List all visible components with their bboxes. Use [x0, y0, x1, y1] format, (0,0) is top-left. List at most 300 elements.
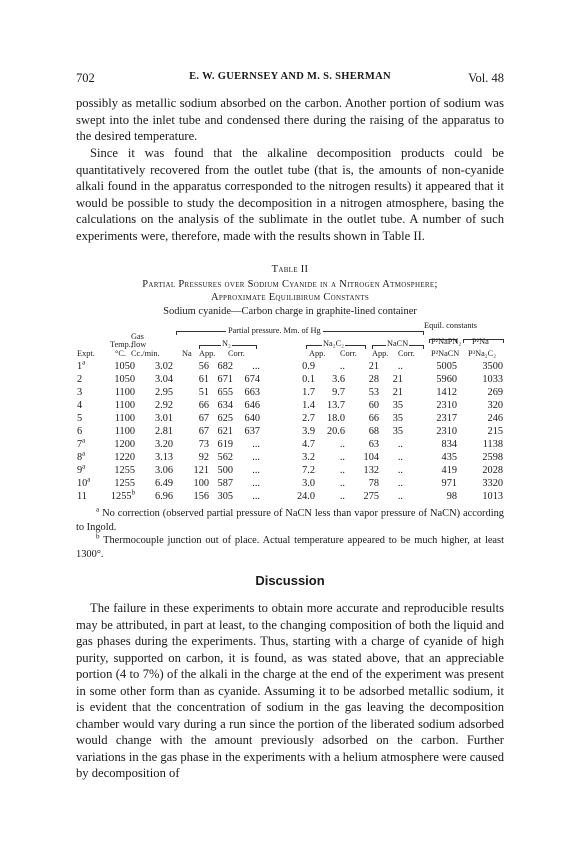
table-cell-cna: [346, 360, 380, 373]
header-k2-bottom: P³Na₂C₂: [468, 349, 497, 358]
table-cell-cnc: [380, 438, 404, 451]
table-cell-temp: [98, 425, 136, 438]
table-cell-na: [174, 477, 210, 490]
cell-value: 1255: [114, 465, 135, 476]
cell-value: 4: [77, 400, 83, 411]
table-cell-c2a: [261, 360, 316, 373]
cell-value: 305: [217, 491, 233, 502]
table-cell-k1: [404, 425, 458, 438]
table-cell-temp: [98, 438, 136, 451]
cell-value: ..: [339, 465, 345, 476]
cell-value: ...: [252, 452, 260, 463]
cell-value: ...: [252, 478, 260, 489]
cell-value: 625: [217, 413, 233, 424]
table-cell-cnc: [380, 412, 404, 425]
table-cell-expt: [76, 412, 98, 425]
cell-value: 2.7: [302, 413, 315, 424]
table-cell-temp: [98, 373, 136, 386]
cell-value: 1.7: [302, 387, 315, 398]
cell-value: 53: [368, 387, 379, 398]
table-cell-flow: [136, 373, 174, 386]
table-caption-2: Approximate Equilibirum Constants: [210, 292, 370, 303]
table-cell-expt: [76, 360, 98, 373]
cell-value: 619: [217, 439, 233, 450]
table-cell-k1: [404, 399, 458, 412]
cell-value: 3.06: [154, 465, 173, 476]
footnote-marker: a: [87, 475, 91, 484]
cell-value: 6.49: [154, 478, 173, 489]
table-cell-k1: [404, 477, 458, 490]
table-cell-c2c: [316, 373, 346, 386]
header-expt: Expt.: [77, 349, 95, 358]
cell-value: 1: [77, 361, 83, 372]
table-cell-temp: [98, 451, 136, 464]
cell-value: 3500: [482, 361, 503, 372]
table-cell-c2a: [261, 425, 316, 438]
cell-value: 2.95: [154, 387, 173, 398]
table-cell-n2a: [210, 399, 234, 412]
cell-value: 68: [368, 426, 379, 437]
cell-value: 3.01: [154, 413, 173, 424]
table-cell-n2a: [210, 425, 234, 438]
table-cell-na: [174, 451, 210, 464]
header-n2-app: App.: [199, 349, 216, 358]
table-cell-flow: [136, 360, 174, 373]
table-cell-cnc: [380, 360, 404, 373]
table-cell-n2a: [210, 386, 234, 399]
table-cell-cna: [346, 425, 380, 438]
cell-value: ..: [397, 465, 403, 476]
table-cell-c2a: [261, 451, 316, 464]
table-cell-c2a: [261, 490, 316, 503]
table-row: [76, 386, 504, 399]
cell-value: ..: [397, 452, 403, 463]
table-cell-cna: [346, 412, 380, 425]
table-cell-k1: [404, 464, 458, 477]
cell-value: 834: [441, 439, 457, 450]
cell-value: 0.1: [302, 374, 315, 385]
table-cell-flow: [136, 438, 174, 451]
footnote-marker: a: [82, 462, 86, 471]
table-cell-k2: [458, 425, 504, 438]
paragraph-3: [76, 600, 504, 782]
cell-value: 9: [77, 465, 83, 476]
cell-value: 637: [244, 426, 260, 437]
table-cell-c2c: [316, 399, 346, 412]
table-row: [76, 425, 504, 438]
table-cell-k1: [404, 451, 458, 464]
cell-value: 9.7: [332, 387, 345, 398]
table-cell-c2a: [261, 464, 316, 477]
table-cell-k1: [404, 373, 458, 386]
cell-value: 1220: [114, 452, 135, 463]
table-cell-expt: [76, 477, 98, 490]
page-number: 702: [76, 71, 95, 85]
table-cell-n2c: [234, 373, 261, 386]
cell-value: ..: [339, 491, 345, 502]
table-cell-k2: [458, 386, 504, 399]
cell-value: 21: [392, 387, 403, 398]
table-body: [76, 360, 504, 503]
cell-value: 1050: [114, 374, 135, 385]
table-cell-k1: [404, 386, 458, 399]
table-cell-k2: [458, 360, 504, 373]
header-gas: Gas: [131, 332, 144, 341]
cell-value: 6: [77, 426, 83, 437]
cell-value: 4.7: [302, 439, 315, 450]
cell-value: 3.0: [302, 478, 315, 489]
cell-value: 269: [487, 387, 503, 398]
table-cell-na: [174, 425, 210, 438]
table-cell-k2: [458, 464, 504, 477]
table-cell-c2a: [261, 373, 316, 386]
cell-value: 215: [487, 426, 503, 437]
cell-value: 3320: [482, 478, 503, 489]
cell-value: 104: [363, 452, 379, 463]
cell-value: 435: [441, 452, 457, 463]
table-cell-flow: [136, 425, 174, 438]
table-cell-c2a: [261, 412, 316, 425]
cell-value: 35: [392, 400, 403, 411]
table-cell-cna: [346, 386, 380, 399]
table-row: [76, 490, 504, 503]
cell-value: 1100: [114, 413, 135, 424]
table-cell-cnc: [380, 451, 404, 464]
table-cell-n2c: [234, 412, 261, 425]
cell-value: 7.2: [302, 465, 315, 476]
header-deg-c: °C.: [115, 349, 126, 358]
header-na: Na: [182, 349, 192, 358]
table-cell-k2: [458, 412, 504, 425]
volume-label: Vol. 48: [468, 71, 504, 85]
table-cell-n2c: [234, 399, 261, 412]
cell-value: 621: [217, 426, 233, 437]
cell-value: 671: [217, 374, 233, 385]
table-cell-k2: [458, 490, 504, 503]
table-cell-cna: [346, 451, 380, 464]
table-row: [76, 360, 504, 373]
table-cell-n2c: [234, 451, 261, 464]
cell-value: 5960: [436, 374, 457, 385]
table-cell-na: [174, 412, 210, 425]
footnote-marker: a: [82, 436, 86, 445]
footnote-b-marker: b: [96, 532, 100, 541]
cell-value: 275: [363, 491, 379, 502]
cell-value: 6.96: [154, 491, 173, 502]
table-cell-cnc: [380, 399, 404, 412]
table-cell-k2: [458, 477, 504, 490]
header-equil-constants: Equil. constants: [424, 321, 478, 330]
cell-value: ..: [339, 452, 345, 463]
cell-value: 13.7: [326, 400, 345, 411]
table-cell-k1: [404, 438, 458, 451]
table-cell-flow: [136, 386, 174, 399]
running-authors: E. W. GUERNSEY AND M. S. SHERMAN: [189, 71, 391, 82]
table-cell-c2c: [316, 451, 346, 464]
cell-value: 2.81: [154, 426, 173, 437]
table-cell-c2c: [316, 386, 346, 399]
header-na2c2-app: App.: [309, 349, 326, 358]
table-cell-temp: [98, 386, 136, 399]
cell-value: 2: [77, 374, 83, 385]
cell-value: ..: [339, 439, 345, 450]
cell-value: 63: [368, 439, 379, 450]
section-title: Discussion: [255, 573, 325, 588]
cell-value: 78: [368, 478, 379, 489]
table-cell-flow: [136, 464, 174, 477]
table-cell-n2c: [234, 438, 261, 451]
cell-value: 2310: [436, 426, 457, 437]
table-cell-k2: [458, 373, 504, 386]
table-cell-c2c: [316, 477, 346, 490]
cell-value: 1100: [114, 400, 135, 411]
header-k1-bottom: P²NaCN: [431, 349, 460, 358]
table-cell-c2c: [316, 438, 346, 451]
cell-value: 1200: [114, 439, 135, 450]
table-cell-k2: [458, 451, 504, 464]
cell-value: 1.4: [302, 400, 315, 411]
header-partial-pressure: Partial pressure. Mm. of Hg: [228, 326, 321, 335]
table-cell-n2a: [210, 477, 234, 490]
table-cell-k2: [458, 438, 504, 451]
paragraph-3-text: The failure in these experiments to obtain more accurate and reproducible results may be attributed, in part at least, to the changing composition of both the liquid and gas phases during the experiments. Thus, starting with a charge of cyanide of high purity, supported on carbon, it is found, as was stated above, that an appreciable portion (4 to 7%) of the alkali in the charge at the end of the experiment was present in some other form than as cyanide. Assuming it to be adsorbed metallic sodium, it is evident that the concentration of sodium in the gas leaving the decomposition chamber would vary during a run since the portion of the liberated sodium adsorbed would change with the amount previously adsorbed on the carbon. Further variations in the gas phase in the experiments with a helium atmosphere were caused by decomposition of: [76, 601, 504, 780]
cell-value: ..: [339, 361, 345, 372]
cell-value: 18.0: [326, 413, 345, 424]
table-cell-na: [174, 490, 210, 503]
header-nacn-corr: Corr.: [398, 349, 415, 358]
footnote-marker: a: [82, 449, 86, 458]
cell-value: 682: [217, 361, 233, 372]
table-cell-temp: [98, 464, 136, 477]
table-cell-cna: [346, 477, 380, 490]
cell-value: 2310: [436, 400, 457, 411]
table-cell-temp: [98, 399, 136, 412]
table-row: [76, 464, 504, 477]
table-cell-n2a: [210, 360, 234, 373]
table-cell-cnc: [380, 386, 404, 399]
table-row: [76, 438, 504, 451]
cell-value: 67: [198, 413, 209, 424]
table-cell-c2c: [316, 360, 346, 373]
table-cell-na: [174, 386, 210, 399]
table-cell-n2c: [234, 425, 261, 438]
table-label: Table II: [271, 264, 309, 275]
table-cell-flow: [136, 477, 174, 490]
cell-value: 419: [441, 465, 457, 476]
table-cell-temp: [98, 412, 136, 425]
table-cell-flow: [136, 399, 174, 412]
table-cell-n2a: [210, 438, 234, 451]
cell-value: 2.92: [154, 400, 173, 411]
table-cell-c2a: [261, 399, 316, 412]
cell-value: 663: [244, 387, 260, 398]
header-nacn: NaCN: [387, 339, 409, 348]
cell-value: 3.6: [332, 374, 345, 385]
cell-value: 1412: [436, 387, 457, 398]
table-cell-na: [174, 464, 210, 477]
cell-value: 66: [198, 400, 209, 411]
table-cell-temp: [98, 477, 136, 490]
footnote-a: [76, 507, 504, 534]
cell-value: 634: [217, 400, 233, 411]
cell-value: 21: [368, 361, 379, 372]
cell-value: 3.04: [154, 374, 173, 385]
cell-value: ...: [252, 465, 260, 476]
cell-value: 5005: [436, 361, 457, 372]
table-cell-c2c: [316, 412, 346, 425]
table-cell-expt: [76, 490, 98, 503]
cell-value: 21: [392, 374, 403, 385]
table-cell-cnc: [380, 425, 404, 438]
data-table: [76, 360, 504, 503]
cell-value: 3.9: [302, 426, 315, 437]
table-cell-cnc: [380, 477, 404, 490]
cell-value: 1255: [110, 491, 132, 502]
table-caption-1: Partial Pressures over Sodium Cyanide in a Nitrogen Atmosphere;: [142, 279, 438, 290]
table-cell-n2a: [210, 451, 234, 464]
cell-value: 24.0: [296, 491, 315, 502]
table-cell-c2c: [316, 464, 346, 477]
cell-value: 73: [198, 439, 209, 450]
header-temp: Temp.,: [110, 340, 133, 349]
cell-value: 1255: [114, 478, 135, 489]
footnote-b: [76, 534, 504, 561]
cell-value: 562: [217, 452, 233, 463]
table-row: [76, 399, 504, 412]
table-cell-cna: [346, 464, 380, 477]
cell-value: 646: [244, 400, 260, 411]
paragraph-1: possibly as metallic sodium absorbed on the carbon. Another portion of sodium was swept into the inlet tube and condensed there during the raising of the apparatus to the desired temperature.: [76, 96, 504, 143]
cell-value: 320: [487, 400, 503, 411]
table-cell-na: [174, 373, 210, 386]
table-cell-c2a: [261, 477, 316, 490]
cell-value: 674: [244, 374, 260, 385]
table-cell-n2a: [210, 373, 234, 386]
table-cell-na: [174, 399, 210, 412]
table-cell-n2a: [210, 464, 234, 477]
cell-value: 67: [198, 426, 209, 437]
table-cell-n2a: [210, 412, 234, 425]
table-cell-expt: [76, 425, 98, 438]
cell-value: 20.6: [326, 426, 345, 437]
cell-value: 5: [77, 413, 83, 424]
footnote-marker: a: [82, 358, 86, 367]
cell-value: 500: [217, 465, 233, 476]
cell-value: 56: [198, 361, 209, 372]
table-cell-cna: [346, 399, 380, 412]
cell-value: ..: [339, 478, 345, 489]
cell-value: 1100: [114, 426, 135, 437]
cell-value: 132: [363, 465, 379, 476]
cell-value: 640: [244, 413, 260, 424]
table-row: [76, 412, 504, 425]
cell-value: 246: [487, 413, 503, 424]
table-cell-na: [174, 438, 210, 451]
table-cell-cnc: [380, 373, 404, 386]
cell-value: ..: [397, 491, 403, 502]
table-cell-expt: [76, 451, 98, 464]
table-cell-cnc: [380, 464, 404, 477]
cell-value: 2317: [436, 413, 457, 424]
footnote-marker: b: [131, 488, 135, 497]
cell-value: 100: [193, 478, 209, 489]
footnote-b-text: Thermocouple junction out of place. Actual temperature appeared to be much higher, at least 1300°.: [76, 535, 504, 560]
table-cell-na: [174, 360, 210, 373]
table-cell-expt: [76, 386, 98, 399]
table-cell-k1: [404, 412, 458, 425]
table-cell-c2a: [261, 386, 316, 399]
table-cell-flow: [136, 490, 174, 503]
table-subcaption: Sodium cyanide—Carbon charge in graphite-lined container: [163, 306, 417, 317]
table-cell-temp: [98, 490, 136, 503]
table-cell-cna: [346, 438, 380, 451]
table-cell-c2c: [316, 490, 346, 503]
cell-value: 7: [77, 439, 83, 450]
header-k1-top: P²NaPN₂: [431, 337, 462, 346]
header-nacn-app: App.: [372, 349, 389, 358]
cell-value: 51: [198, 387, 209, 398]
table-cell-k1: [404, 360, 458, 373]
table-cell-n2c: [234, 477, 261, 490]
table-cell-temp: [98, 360, 136, 373]
footnote-a-marker: a: [96, 505, 100, 514]
cell-value: 35: [392, 426, 403, 437]
table-cell-cna: [346, 490, 380, 503]
table-cell-cnc: [380, 490, 404, 503]
cell-value: 10: [77, 478, 88, 489]
table-cell-n2c: [234, 386, 261, 399]
table-row: [76, 477, 504, 490]
table-cell-c2c: [316, 425, 346, 438]
table-cell-k2: [458, 399, 504, 412]
cell-value: 3: [77, 387, 83, 398]
cell-value: 0.9: [302, 361, 315, 372]
cell-value: 156: [193, 491, 209, 502]
table-row: [76, 451, 504, 464]
cell-value: 11: [77, 491, 87, 502]
cell-value: 8: [77, 452, 83, 463]
header-n2-corr: Corr.: [228, 349, 245, 358]
cell-value: 1100: [114, 387, 135, 398]
table-row: [76, 373, 504, 386]
paragraph-2: [76, 145, 504, 244]
cell-value: 60: [368, 400, 379, 411]
cell-value: 61: [198, 374, 209, 385]
table-cell-flow: [136, 412, 174, 425]
cell-value: 2598: [482, 452, 503, 463]
cell-value: ..: [397, 439, 403, 450]
cell-value: 2028: [482, 465, 503, 476]
cell-value: 3.02: [154, 361, 173, 372]
cell-value: ..: [397, 361, 403, 372]
table-cell-expt: [76, 438, 98, 451]
cell-value: 1138: [482, 439, 503, 450]
table-cell-n2a: [210, 490, 234, 503]
running-header: [76, 71, 504, 85]
cell-value: 28: [368, 374, 379, 385]
header-n2: N₂: [222, 339, 231, 348]
cell-value: 971: [441, 478, 457, 489]
cell-value: 1013: [482, 491, 503, 502]
cell-value: 92: [198, 452, 209, 463]
table-cell-n2c: [234, 490, 261, 503]
cell-value: ...: [252, 439, 260, 450]
footnote-a-text: No correction (observed partial pressure of NaCN less than vapor pressure of NaCN) according to Ingold.: [76, 508, 504, 533]
header-flow: flow: [131, 340, 147, 349]
table-cell-k1: [404, 490, 458, 503]
cell-value: 121: [193, 465, 209, 476]
table-cell-c2a: [261, 438, 316, 451]
